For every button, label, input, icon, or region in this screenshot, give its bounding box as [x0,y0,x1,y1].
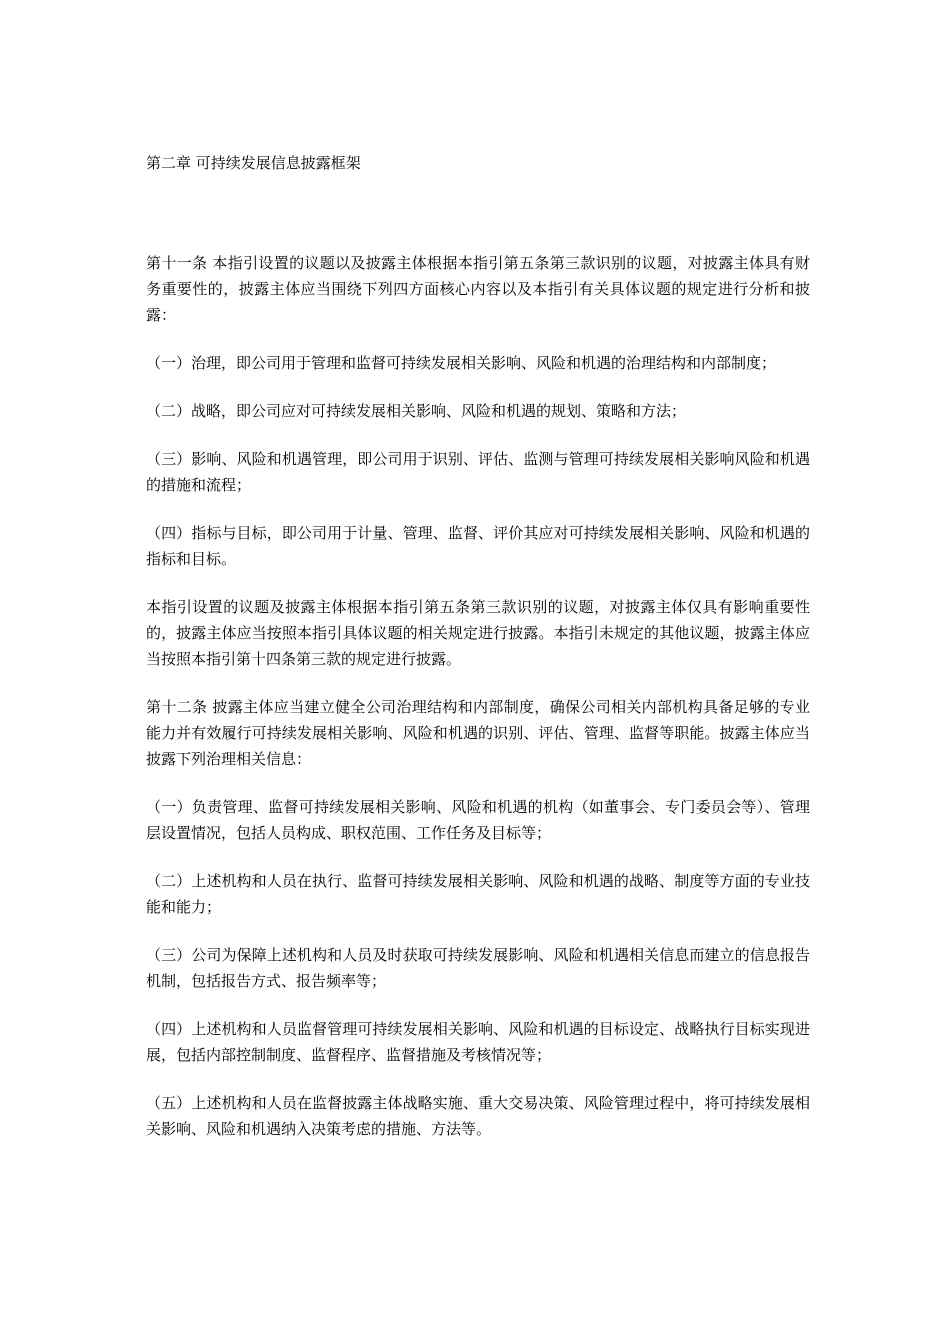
article-12-paragraph: 第十二条 披露主体应当建立健全公司治理结构和内部制度，确保公司相关内部机构具备足够的专业能力并有效履行可持续发展相关影响、风险和机遇的识别、评估、管理、监督等职能。披露主体应当披露下列治理相关信息： [146,698,810,768]
document-body [146,250,810,1142]
list-item-reporting-mechanism: （三）公司为保障上述机构和人员及时获取可持续发展影响、风险和机遇相关信息而建立的信息报告机制，包括报告方式、报告频率等； [146,946,810,990]
list-item-professional-skills: （二）上述机构和人员在执行、监督可持续发展相关影响、风险和机遇的战略、制度等方面的专业技能和能力； [146,872,810,916]
list-item-governance: （一）治理，即公司用于管理和监督可持续发展相关影响、风险和机遇的治理结构和内部制度； [146,354,777,372]
document-page [146,150,810,1164]
list-item-strategy: （二）战略，即公司应对可持续发展相关影响、风险和机遇的规划、策略和方法； [146,402,687,420]
impact-materiality-paragraph: 本指引设置的议题及披露主体根据本指引第五条第三款识别的议题，对披露主体仅具有影响重要性的，披露主体应当按照本指引具体议题的相关规定进行披露。本指引未规定的其他议题，披露主体应当按照本指引第十四条第三款的规定进行披露。 [146,598,810,668]
list-item-metrics-targets: （四）指标与目标，即公司用于计量、管理、监督、评价其应对可持续发展相关影响、风险和机遇的指标和目标。 [146,524,810,568]
list-item-responsible-bodies: （一）负责管理、监督可持续发展相关影响、风险和机遇的机构（如董事会、专门委员会等）、管理层设置情况，包括人员构成、职权范围、工作任务及目标等； [146,798,810,842]
list-item-decision-integration: （五）上述机构和人员在监督披露主体战略实施、重大交易决策、风险管理过程中，将可持续发展相关影响、风险和机遇纳入决策考虑的措施、方法等。 [146,1094,810,1138]
article-11-paragraph: 第十一条 本指引设置的议题以及披露主体根据本指引第五条第三款识别的议题，对披露主体具有财务重要性的，披露主体应当围绕下列四方面核心内容以及本指引有关具体议题的规定进行分析和披露： [146,254,810,324]
list-item-target-supervision: （四）上述机构和人员监督管理可持续发展相关影响、风险和机遇的目标设定、战略执行目标实现进展，包括内部控制制度、监督程序、监督措施及考核情况等； [146,1020,810,1064]
list-item-risk-management: （三）影响、风险和机遇管理，即公司用于识别、评估、监测与管理可持续发展相关影响风险和机遇的措施和流程； [146,450,810,494]
chapter-title: 第二章 可持续发展信息披露框架 [146,154,361,172]
